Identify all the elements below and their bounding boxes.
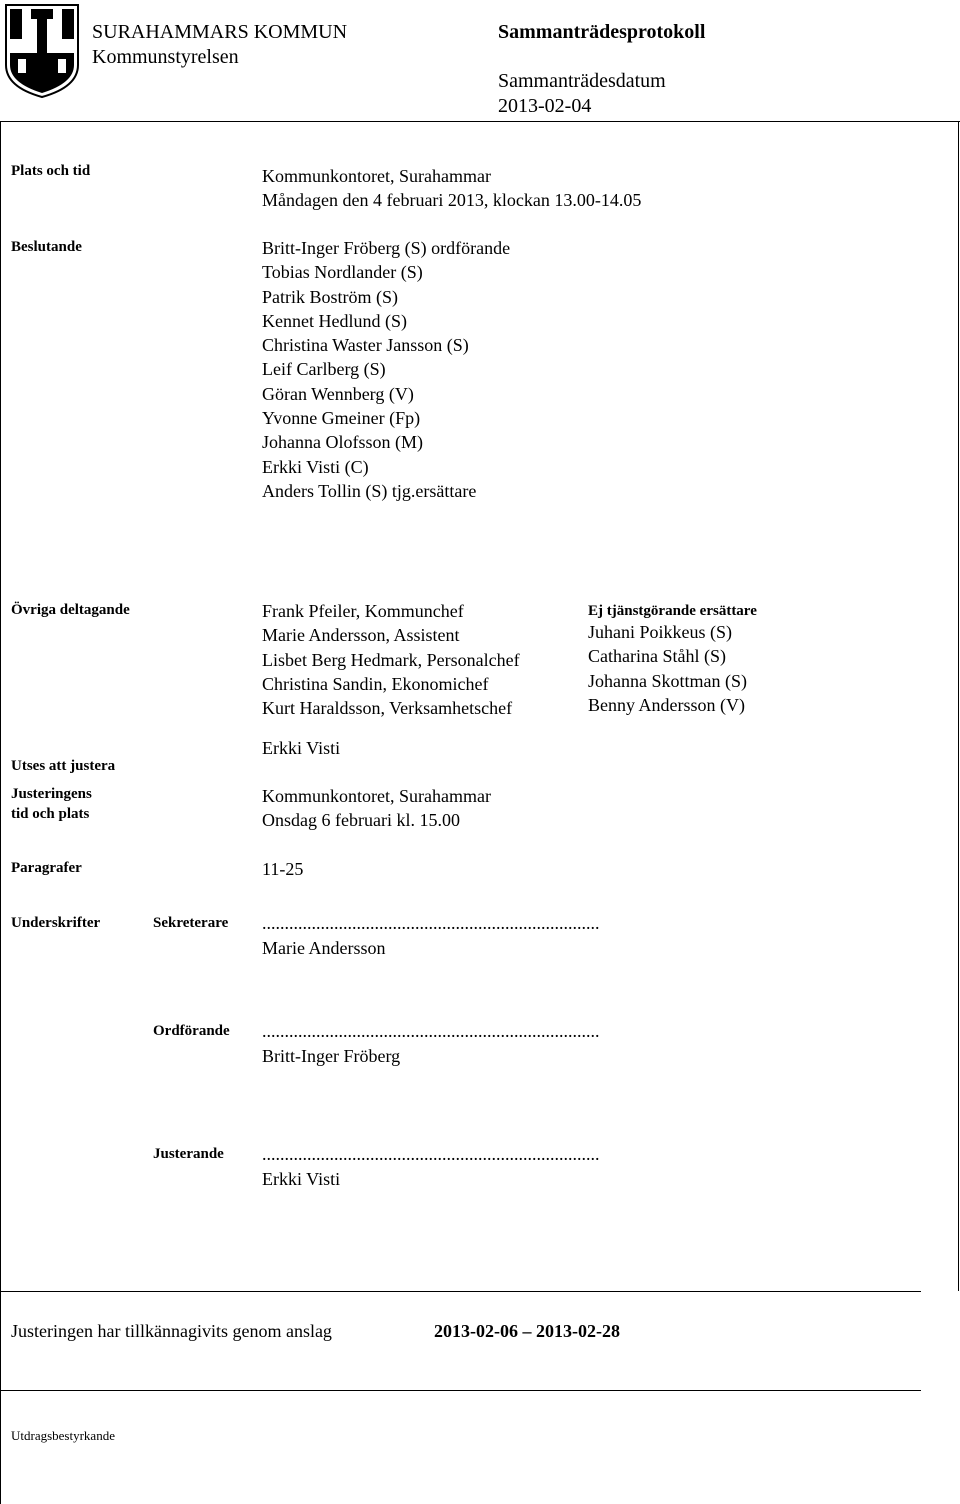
- list-item: Yvonne Gmeiner (Fp): [262, 408, 421, 429]
- list-item: Göran Wennberg (V): [262, 383, 414, 404]
- adjuster-label: Utses att justera: [11, 758, 116, 774]
- chairman-name: Britt-Inger Fröberg: [262, 1046, 401, 1066]
- list-item: Tobias Nordlander (S): [262, 262, 423, 283]
- place-time-label: Plats och tid: [11, 163, 91, 179]
- list-item: Patrik Boström (S): [262, 286, 399, 307]
- signature-line: ...........................................................................: [262, 1144, 600, 1164]
- meeting-date-label: Sammanträdesdatum: [498, 70, 666, 92]
- chairman-role: Ordförande: [153, 1023, 230, 1039]
- list-item: Kurt Haraldsson, Verksamhetschef: [262, 698, 513, 719]
- frame-top-line: [0, 121, 960, 122]
- signature-line: ...........................................................................: [262, 1021, 600, 1041]
- frame-divider-line: [0, 1291, 921, 1292]
- deciding-label: Beslutande: [11, 239, 82, 255]
- list-item: Lisbet Berg Hedmark, Personalchef: [262, 649, 520, 670]
- municipality-logo: [4, 3, 80, 99]
- certification-label: Utdragsbestyrkande: [11, 1428, 115, 1443]
- meeting-date: 2013-02-04: [498, 95, 592, 117]
- list-item: Juhani Poikkeus (S): [588, 622, 732, 642]
- signatures-label: Underskrifter: [11, 915, 101, 931]
- list-item: Christina Waster Jansson (S): [262, 335, 469, 356]
- other-participants-list: [262, 599, 520, 720]
- place-time-value: Kommunkontoret, Surahammar Måndagen den 4 februari 2013, klockan 13.00-14.05: [262, 166, 642, 211]
- announcement-dates: 2013-02-06 – 2013-02-28: [434, 1321, 620, 1341]
- deciding-members-list: [262, 236, 510, 503]
- municipality-name: SURAHAMMARS KOMMUN: [92, 21, 348, 43]
- adjustment-time-value: Kommunkontoret, Surahammar Onsdag 6 februari kl. 15.00: [262, 786, 491, 831]
- secretary-name: Marie Andersson: [262, 938, 386, 958]
- frame-divider-line: [0, 1390, 921, 1391]
- frame-right-line: [958, 121, 959, 1291]
- other-participants-label: Övriga deltagande: [11, 602, 130, 618]
- list-item: Frank Pfeiler, Kommunchef: [262, 601, 464, 621]
- paragraphs-label: Paragrafer: [11, 860, 82, 876]
- paragraphs-value: 11-25: [262, 859, 304, 879]
- adjuster-value: Erkki Visti: [262, 738, 341, 758]
- signature-line: ...........................................................................: [262, 913, 600, 933]
- list-item: Leif Carlberg (S): [262, 359, 386, 380]
- list-item: Erkki Visti (C): [262, 456, 369, 477]
- list-item: Anders Tollin (S) tjg.ersättare: [262, 480, 477, 501]
- list-item: Catharina Ståhl (S): [588, 646, 726, 667]
- board-name: Kommunstyrelsen: [92, 46, 239, 68]
- list-item: Britt-Inger Fröberg (S) ordförande: [262, 238, 511, 258]
- secretary-role: Sekreterare: [153, 915, 229, 931]
- adjustment-time-label: Justeringens tid och plats: [11, 786, 92, 822]
- substitutes-label: Ej tjänstgörande ersättare: [588, 603, 757, 619]
- list-item: Johanna Olofsson (M): [262, 432, 423, 453]
- document-type: Sammanträdesprotokoll: [498, 21, 706, 43]
- list-item: Marie Andersson, Assistent: [262, 625, 460, 646]
- list-item: Johanna Skottman (S): [588, 670, 747, 691]
- list-item: Christina Sandin, Ekonomichef: [262, 673, 489, 694]
- frame-left-line: [0, 121, 1, 1504]
- list-item: Benny Andersson (V): [588, 694, 745, 715]
- announcement-text: Justeringen har tillkännagivits genom anslag: [11, 1321, 332, 1341]
- adjuster-role: Justerande: [153, 1146, 224, 1162]
- substitutes-list: [588, 620, 747, 717]
- list-item: Kennet Hedlund (S): [262, 310, 407, 331]
- adjuster-signature-name: Erkki Visti: [262, 1169, 341, 1189]
